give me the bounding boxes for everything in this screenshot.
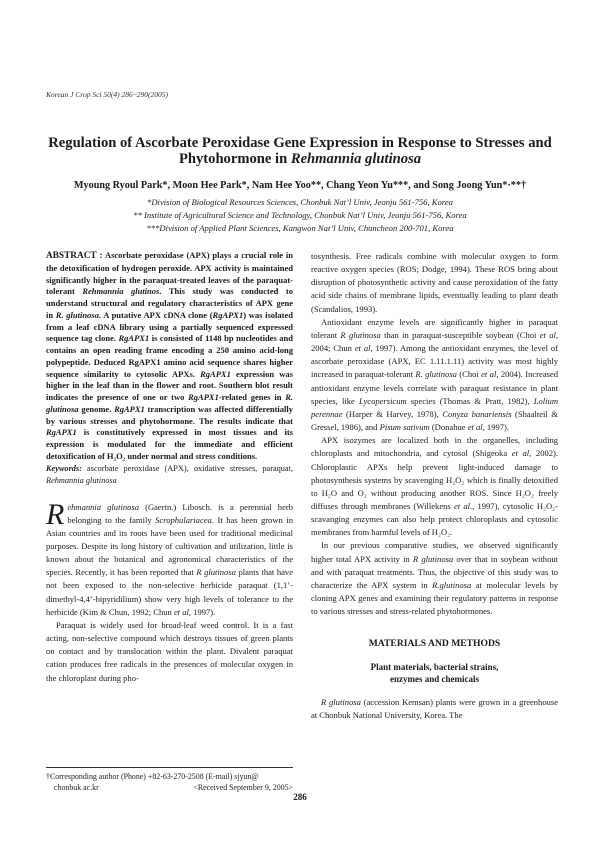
body-paragraph: APX isozymes are localized both in the organelles, including chloroplasts and mitochondria, and cytosol (Shigeoka et al, 2002). Chloroplastic APXs help prevent light-induced damage to photosynthesis systems by scavenging H₂O₂ which is finally detoxified to H₂O and O₂ without producing another ROS. Since H₂O₂ freely diffuses through membranes (Willekens et al., 1997), cytosolic H₂O₂-scavanging enzymes can also help protect chloroplasts and cytosolic membranes from harmful levels of H₂O₂. <box>311 435 559 538</box>
title-line-2: Phytohormone in Rehmannia glutinosa <box>178 151 422 167</box>
corresponding-author-footnote: †Corresponding author (Phone) +82-63-270-2508 (E-mail) sjyun@ chonbuk ac.kr <Received September 9, 2005> <box>46 767 293 793</box>
affiliation: ***Division of Applied Plant Sciences, Kangwon Nat’l Univ, Chuncheon 200-701, Korea <box>146 223 454 233</box>
journal-citation: Korean J Crop Sci 50(4) 286~290(2005) <box>46 90 169 99</box>
title-line-1: Regulation of Ascorbate Peroxidase Gene Expression in Response to Stresses and <box>48 135 552 151</box>
body-paragraph: tosynthesis. Free radicals combine with molecular oxygen to form reactive oxygen species (ROS; Dodge, 1994). These ROS bring about disruption of photosynthetic activity and cause peroxidation of the fatty acid side chains of membrane lipids, eventually leading to plant death (Scandalios, 1993). <box>311 251 558 314</box>
abstract: ABSTRACT : Ascorbate peroxidase (APX) plays a crucial role in the detoxification of hydrogen peroxide. APX activity is maintained significantly higher in the paraquat-treated leaves of the paraquat-tolerant Rehmannia glutinos. This study was conducted to understand structural and regulatory characteristics of APX gene in R. glutinosa. A putative APX cDNA clone (RgAPX1) was isolated from a leaf cDNA library using a partially sequenced expressed sequence tag clone. RgAPX1 is consisted of 1148 bp nucleotides and contains an open reading frame encoding a 250 amino acid-long polypeptide. Deduced RgAPX1 amino acid sequence shares higher sequence similarity to cytosolic APXs. RgAPX1 expression was higher in the leaf than in the flower and root. Southern blot result indicates the presence of one or two RgAPX1-related genes in R. glutinosa genome. RgAPX1 transcription was affected differentially by various stresses and phytohormone. The results indicate that RgAPX1 is constitutively expressed in most tissues and its expression is modulated for the immediate and efficient detoxification of H₂O₂ under normal and stress conditions. <box>46 250 294 461</box>
affiliations <box>40 196 560 235</box>
left-column <box>46 250 293 685</box>
drop-cap: R <box>46 497 65 531</box>
page-number: 286 <box>293 792 307 802</box>
affiliation: ** Institute of Agricultural Science and Technology, Chonbuk Nat’l Univ, Jeonju 561-756, Korea <box>133 210 467 220</box>
intro-paragraph: Rehmannia glutinosa (Gaertn.) Libosch. is a perennial herb belonging to the family Scrophulariacea. It has been grown in Asian countries and its roots have been used for traditional medicinal purposes. Despite its long history of cultivation and utilization, little is known about the botanical and agronomical characteristics of the species. Recently, it has been reported that R glutinosa plants that have not been exposed to the non-selective herbicide paraquat (1,1’-dimethyl-4,4’-bipyridilium) show very high levels of tolerance to the herbicide (Kim & Chun, 1992; Chun et al, 1997). <box>46 497 293 617</box>
keywords: Keywords: ascorbate peroxidase (APX), oxidative stresses, paraquat, Rehmannia glutinosa <box>46 463 293 485</box>
subsection-heading: Plant materials, bacterial strains, enzymes and chemicals <box>370 661 499 685</box>
intro-paragraph: Paraquat is widely used for broad-leaf weed control. It is a fast acting, non-selective compound which destroys tissues of green plants on contact and by translocation within the plant. Divalent paraquat cation produces free radicals in the presences of molecular oxygen in the chloroplast during pho- <box>46 619 293 683</box>
paper-title <box>40 135 560 167</box>
body-paragraph: R glutinosa (accession Kemsan) plants were grown in a greenhouse at Chonbuk National University, Korea. The <box>311 696 558 720</box>
affiliation: *Division of Biological Resources Sciences, Chonbuk Nat’l Univ, Jeonju 561-756, Korea <box>147 197 453 207</box>
introduction <box>46 497 293 685</box>
right-column <box>311 250 558 722</box>
section-heading: MATERIALS AND METHODS <box>368 638 501 650</box>
body-paragraph: In our previous comparative studies, we observed significantly higher total APX activity in R glutinosa over that in soybean without and with paraquat treatments. Thus, the objective of this study was to characterize the APX system in R.glutinosa at molecular levels by cloning APX genes and examining their regulatory patterns in response to various stresses and stress-related phytohormones. <box>311 540 558 617</box>
author-list: Myoung Ryoul Park*, Moon Hee Park*, Nam Hee Yoo**, Chang Yeon Yu***, and Song Joong Yun*·**† <box>73 180 527 191</box>
received-date: <Received September 9, 2005> <box>193 783 293 792</box>
body-paragraph: Antioxidant enzyme levels are significantly higher in paraquat tolerant R glutinosa than in paraquat-susceptible soybean (Choi et al, 2004; Chun et al, 1997). Among the antioxidant enzymes, the level of ascorbate peroxidase (APX, EC 1.11.1.11) activity was most highly increased in paraquat-tolerant R. glutinosa (Choi et al, 2004). Increased antioxidant enzyme levels correlate with paraquat resistance in plant species, like Lycopersicum species (Thomas & Pratt, 1982), Lolium perennae (Harper & Harvey, 1978), Conyza banariensis (Shaalteil & Gressel, 1986), and Pisum sativum (Donahue et al, 1997). <box>311 316 559 433</box>
